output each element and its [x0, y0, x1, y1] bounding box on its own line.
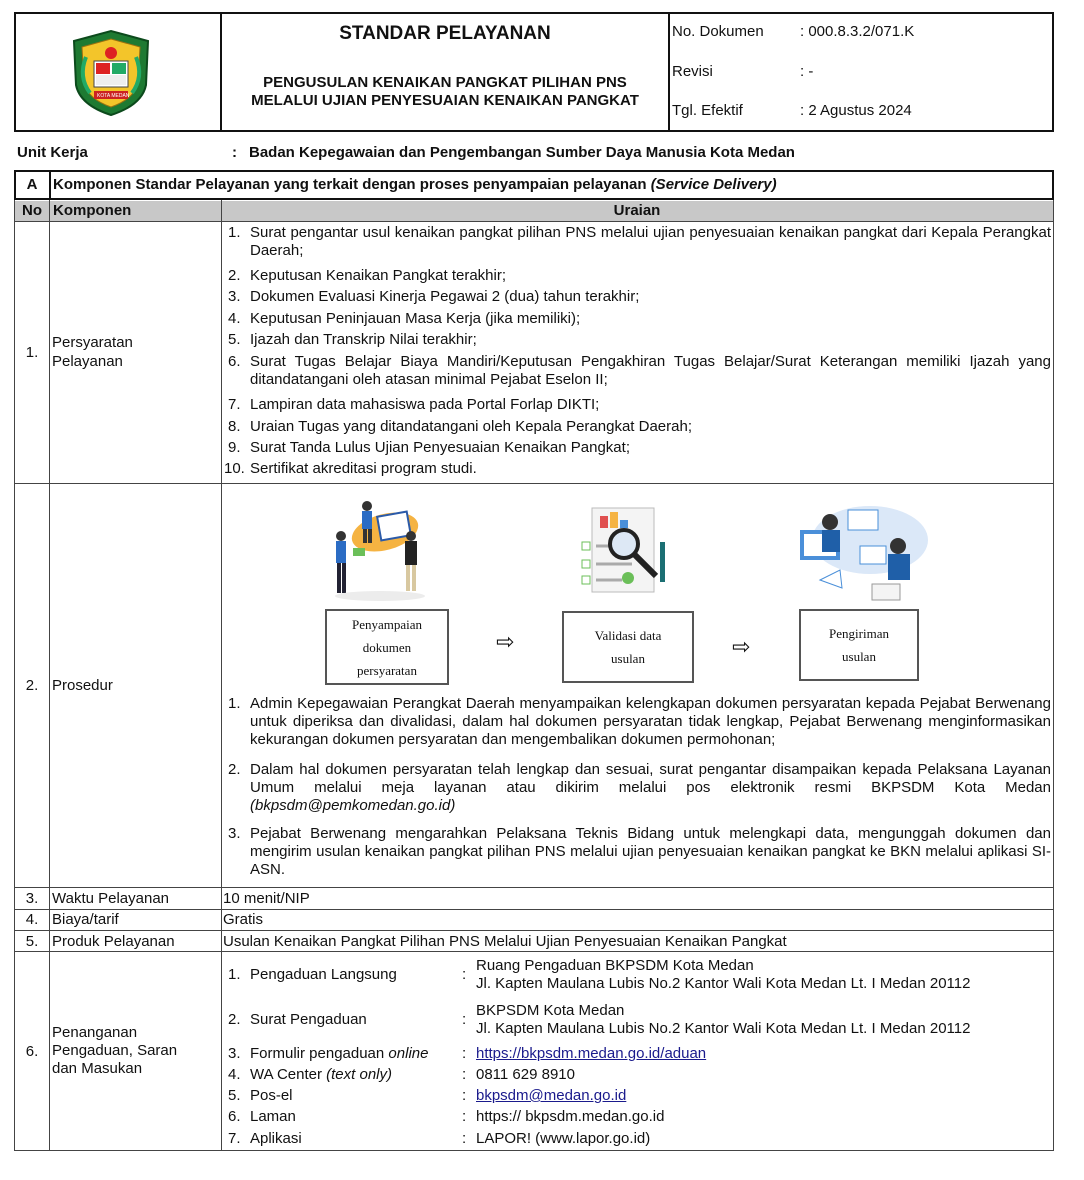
table-header-uraian: Uraian [613, 202, 661, 219]
complaint-item-number: 1. [228, 966, 241, 983]
req-item-text: Keputusan Kenaikan Pangkat terakhir; [250, 267, 507, 284]
meta-label-no-dokumen: No. Dokumen [672, 23, 764, 40]
procedure-step-2-line2: usulan [611, 651, 645, 666]
row-line [14, 483, 1054, 484]
procedure-step-3-line2: usulan [842, 649, 876, 664]
row6-component-line1: Penanganan [52, 1024, 138, 1041]
row6-component-line3: dan Masukan [52, 1060, 143, 1077]
logo-text: KOTA MEDAN [97, 93, 130, 99]
city-emblem-logo [68, 27, 154, 119]
row-line [14, 887, 1054, 888]
procedure-step-3-box [799, 609, 919, 681]
table-header-komponen: Komponen [53, 202, 132, 219]
req-item-text: Dokumen Evaluasi Kinerja Pegawai 2 (dua) tahun terakhir; [250, 288, 640, 305]
unit-kerja-value: Badan Kepegawaian dan Pengembangan Sumber Daya Manusia Kota Medan [249, 144, 795, 161]
procedure-step-3-line1: Pengiriman [829, 626, 889, 641]
req-item-number: 4. [228, 310, 241, 327]
complaint-item-number: 7. [228, 1130, 241, 1147]
complaint-item-label [250, 1066, 392, 1084]
wa-center-label: WA Center [250, 1066, 322, 1083]
meta-label-revisi: Revisi [672, 63, 713, 80]
procedure-item-number: 1. [228, 695, 241, 712]
req-item-number: 2. [228, 267, 241, 284]
req-item-text: Sertifikat akreditasi program studi. [250, 460, 477, 477]
complaint-item-colon: : [462, 1011, 467, 1028]
req-item-text: Surat Tugas Belajar Biaya Mandiri/Keputusan Pengakhiran Tugas Belajar/Surat Keterangan memiliki Ijazah yang ditandatangani oleh atasan minimal Pejabat Eselon II; [250, 353, 1051, 388]
complaint-item-number: 4. [228, 1066, 241, 1083]
procedure-step-1-box [325, 609, 449, 685]
meta-value-no-dokumen: : 000.8.3.2/071.K [800, 23, 915, 40]
procedure-item-number: 2. [228, 761, 241, 778]
table-border-left [14, 200, 15, 1150]
complaint-form-label: Formulir pengaduan [250, 1045, 385, 1062]
row4-component: Biaya/tarif [52, 911, 119, 928]
people-exchanging-documents-illustration [325, 496, 435, 606]
row4-uraian: Gratis [223, 911, 264, 928]
procedure-step-1-line2: dokumen [362, 639, 412, 655]
complaint-item-number: 2. [228, 1011, 241, 1028]
application-value: LAPOR! (www.lapor.go.id) [476, 1130, 651, 1147]
req-item-number: 8. [228, 418, 241, 435]
complaint-item-label: Laman [250, 1108, 296, 1125]
procedure-item-text: Pejabat Berwenang mengarahkan Pelaksana Teknis Bidang untuk melengkapi data, mengunggah dokumen dan mengirim usulan kenaikan pangkat pilihan PNS melalui ujian penyesuaian kenaikan pangkat ke BKN melalui aplikasi SI-ASN. [250, 825, 1051, 878]
row-line [14, 930, 1054, 931]
website-value: https:// bkpsdm.medan.go.id [476, 1108, 665, 1125]
complaint-form-label-italic: online [388, 1045, 429, 1062]
row1-component-line2: Pelayanan [52, 353, 123, 370]
row1-number: 1. [25, 344, 39, 361]
arrow-right-icon: ⇨ [732, 635, 751, 660]
row2-number: 2. [25, 677, 39, 694]
unit-kerja-label: Unit Kerja [17, 144, 88, 161]
complaint-item-label: Surat Pengaduan [250, 1011, 367, 1028]
row5-component: Produk Pelayanan [52, 933, 175, 950]
row-line [14, 1150, 1054, 1151]
req-item-text: Surat pengantar usul kenaikan pangkat pilihan PNS melalui ujian penyesuaian kenaikan pangkat dari Kepala Perangkat Daerah; [250, 224, 1051, 259]
table-header-no: No [22, 202, 42, 219]
section-a-divider [49, 171, 51, 199]
document-subtitle-line1: PENGUSULAN KENAIKAN PANGKAT PILIHAN PNS [263, 74, 627, 91]
wa-center-value: 0811 629 8910 [476, 1066, 575, 1083]
complaint-item-colon: : [462, 1130, 467, 1147]
procedure-step-1-line1: Penyampaian [351, 616, 423, 632]
req-item-number: 6. [228, 353, 241, 370]
unit-kerja-colon: : [232, 144, 237, 161]
req-item-text: Surat Tanda Lulus Ujian Penyesuaian Kenaikan Pangkat; [250, 439, 630, 456]
req-item-number: 1. [228, 224, 241, 241]
complaint-item-value-line2: Jl. Kapten Maulana Lubis No.2 Kantor Wali Kota Medan Lt. I Medan 20112 [476, 1020, 971, 1037]
complaint-item-number: 5. [228, 1087, 241, 1104]
complaint-item-colon: : [462, 1066, 467, 1083]
table-col-divider [221, 200, 222, 1150]
row4-number: 4. [25, 911, 39, 928]
complaint-item-colon: : [462, 1045, 467, 1062]
section-a-title-text: Komponen Standar Pelayanan yang terkait dengan proses penyampaian pelayanan [53, 176, 647, 193]
document-subtitle-line2: MELALUI UJIAN PENYESUAIAN KENAIKAN PANGKAT [251, 92, 639, 109]
section-a-title [53, 176, 777, 194]
email-link[interactable]: bkpsdm@medan.go.id [476, 1087, 627, 1104]
req-item-number: 7. [228, 396, 241, 413]
row-line [14, 951, 1054, 952]
complaint-item-label [250, 1045, 428, 1063]
meta-label-tgl-efektif: Tgl. Efektif [672, 102, 743, 119]
procedure-step-2-line1: Validasi data [594, 628, 662, 643]
section-a-title-italic: (Service Delivery) [650, 176, 777, 193]
complaint-item-value-line1: BKPSDM Kota Medan [476, 1002, 625, 1019]
row2-component: Prosedur [52, 677, 113, 694]
row6-component-line2: Pengaduan, Saran [52, 1042, 178, 1059]
complaint-item-label: Pengaduan Langsung [250, 966, 397, 983]
complaint-item-value-line2: Jl. Kapten Maulana Lubis No.2 Kantor Wali Kota Medan Lt. I Medan 20112 [476, 975, 971, 992]
req-item-number: 3. [228, 288, 241, 305]
complaint-item-value-line1: Ruang Pengaduan BKPSDM Kota Medan [476, 957, 754, 974]
row3-uraian: 10 menit/NIP [223, 890, 310, 907]
row-line [14, 909, 1054, 910]
complaint-item-colon: : [462, 966, 467, 983]
arrow-right-icon: ⇨ [496, 630, 515, 655]
req-item-text: Uraian Tugas yang ditandatangani oleh Kepala Perangkat Daerah; [250, 418, 692, 435]
procedure-step-2-box [562, 611, 694, 683]
row3-number: 3. [25, 890, 39, 907]
req-item-number: 10. [224, 460, 245, 477]
row3-component: Waktu Pelayanan [52, 890, 170, 907]
req-item-text: Ijazah dan Transkrip Nilai terakhir; [250, 331, 477, 348]
meta-value-revisi: : - [800, 63, 814, 80]
table-border-right [1053, 200, 1054, 1150]
req-item-text: Keputusan Peninjauan Masa Kerja (jika memiliki); [250, 310, 581, 327]
document-title: STANDAR PELAYANAN [339, 23, 551, 44]
req-item-text: Lampiran data mahasiswa pada Portal Forlap DIKTI; [250, 396, 600, 413]
complaint-item-label: Aplikasi [250, 1130, 302, 1147]
complaint-item-colon: : [462, 1108, 467, 1125]
complaint-item-colon: : [462, 1087, 467, 1104]
procedure-step-1-line3: persyaratan [357, 662, 417, 678]
req-item-number: 5. [228, 331, 241, 348]
row5-uraian: Usulan Kenaikan Pangkat Pilihan PNS Melalui Ujian Penyesuaian Kenaikan Pangkat [223, 933, 787, 950]
online-communication-illustration [790, 500, 930, 604]
section-a-letter: A [26, 176, 38, 193]
row1-component-line1: Persyaratan [52, 334, 133, 351]
row-line [14, 221, 1054, 222]
document-magnifier-illustration [572, 502, 672, 602]
procedure-item-text: Admin Kepegawaian Perangkat Daerah menyampaikan kelengkapan dokumen persyaratan kepada Pejabat Berwenang untuk diperiksa dan divalidasi, dalam hal dokumen persyaratan tidak lengkap, Pejabat Berwenang menginformasikan kekurangan dokumen persyaratan dan mengembalikan dokumen permohonan; [250, 695, 1051, 748]
complaint-item-number: 6. [228, 1108, 241, 1125]
complaint-item-label: Pos-el [250, 1087, 293, 1104]
row5-number: 5. [25, 933, 39, 950]
req-item-number: 9. [228, 439, 241, 456]
complaint-form-link[interactable]: https://bkpsdm.medan.go.id/aduan [476, 1045, 707, 1062]
wa-center-label-italic: (text only) [326, 1066, 392, 1083]
complaint-item-number: 3. [228, 1045, 241, 1062]
meta-value-tgl-efektif: : 2 Agustus 2024 [800, 102, 912, 119]
procedure-item-2-email: (bkpsdm@pemkomedan.go.id) [250, 797, 456, 814]
table-col-divider [49, 200, 50, 1150]
row6-number: 6. [25, 1043, 39, 1060]
procedure-item-text [250, 761, 1051, 815]
procedure-item-number: 3. [228, 825, 241, 842]
procedure-item-2-text: Dalam hal dokumen persyaratan telah lengkap dan sesuai, surat pengantar disampaikan kepada Pelaksana Layanan Umum melalui meja layanan atau dikirim melalui pos elektronik resmi BKPSDM Kota Medan [250, 761, 1051, 796]
